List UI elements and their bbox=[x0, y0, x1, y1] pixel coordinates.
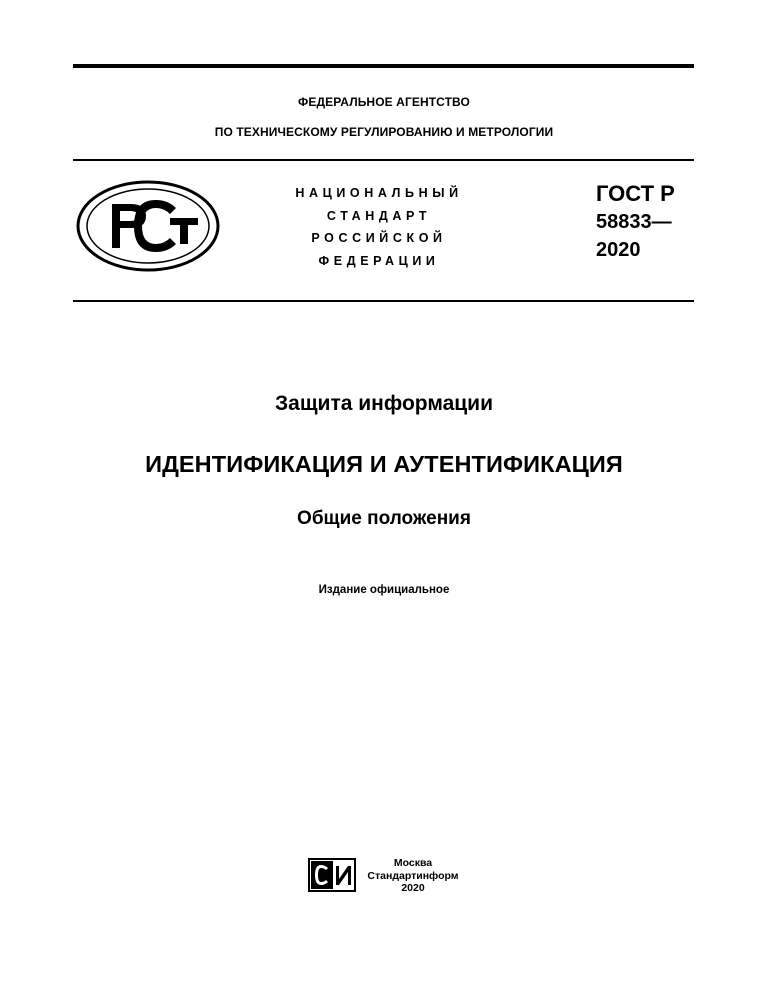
standard-type-line-3: РОССИЙСКОЙ bbox=[311, 231, 447, 245]
standard-type-line-1: НАЦИОНАЛЬНЫЙ bbox=[295, 186, 463, 200]
publisher-name: Стандартинформ bbox=[367, 869, 459, 882]
standartinform-logo-icon bbox=[308, 858, 356, 892]
title-sub: Общие положения bbox=[297, 508, 471, 529]
gost-r-mark-icon bbox=[76, 180, 220, 272]
title-main: ИДЕНТИФИКАЦИЯ И АУТЕНТИФИКАЦИЯ bbox=[145, 451, 623, 477]
designation-line-1: ГОСТ Р bbox=[596, 181, 675, 206]
top-rule bbox=[73, 64, 694, 68]
publisher-block bbox=[363, 857, 463, 895]
header-rule bbox=[73, 159, 694, 161]
designation bbox=[596, 180, 675, 264]
standard-type-line-2: СТАНДАРТ bbox=[326, 208, 432, 223]
title-group: Защита информации bbox=[275, 392, 493, 415]
designation-line-2: 58833— bbox=[596, 211, 672, 233]
designation-rule bbox=[73, 300, 694, 302]
edition-label: Издание официальное bbox=[318, 584, 450, 596]
standard-type bbox=[268, 182, 490, 272]
publisher-city: Москва bbox=[393, 857, 433, 869]
agency-line-1: ФЕДЕРАЛЬНОЕ АГЕНТСТВО bbox=[298, 95, 470, 109]
designation-line-3: 2020 bbox=[596, 239, 641, 261]
publisher-year: 2020 bbox=[401, 882, 425, 894]
standard-type-line-4: ФЕДЕРАЦИИ bbox=[318, 253, 440, 268]
agency-line-2: ПО ТЕХНИЧЕСКОМУ РЕГУЛИРОВАНИЮ И МЕТРОЛОГИИ bbox=[214, 125, 554, 139]
